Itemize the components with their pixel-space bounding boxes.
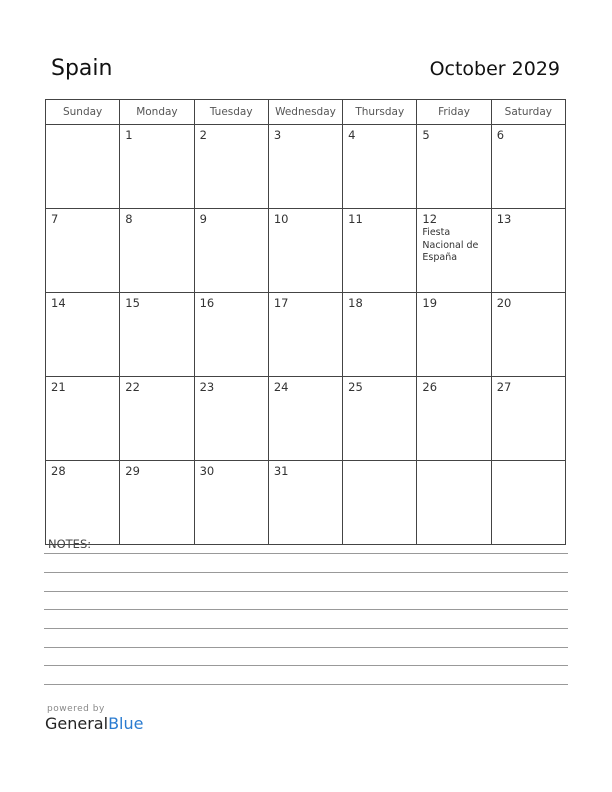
day-number: 26 [422,380,438,394]
calendar-grid [45,99,566,545]
day-number: 29 [125,464,140,478]
week-row [46,293,566,377]
notes-line [44,684,568,685]
notes-label: NOTES: [48,537,92,551]
brand-logo [45,704,143,733]
week-row [46,461,566,545]
day-number: 6 [496,128,505,142]
day-number: 1 [125,128,133,142]
day-cell [268,125,342,209]
day-number: 4 [348,128,356,142]
day-cell [268,209,342,293]
day-number: 18 [348,296,363,310]
day-number: 7 [51,212,59,226]
notes-line [44,572,568,573]
holiday-label: Fiesta Nacional de España [422,227,479,263]
day-cell [268,461,342,545]
day-number: 11 [348,212,363,226]
month-year-title: October 2029 [429,58,560,80]
weekday-header: Wednesday [268,100,342,125]
day-cell [343,293,417,377]
day-cell [120,377,194,461]
day-cell [491,461,565,545]
day-cell [491,125,565,209]
day-cell [46,125,120,209]
day-number: 14 [51,296,66,310]
day-cell [343,209,417,293]
day-number: 19 [422,296,438,310]
day-cell [120,293,194,377]
notes-line [44,647,568,648]
week-row [46,125,566,209]
week-row [46,209,566,293]
day-cell [194,209,268,293]
weekday-header: Tuesday [194,100,268,125]
brand-name [45,715,143,733]
notes-line [44,628,568,629]
day-cell [194,125,268,209]
brand-name-part1: General [45,714,109,733]
brand-name-part2: Blue [108,714,144,733]
day-cell [417,293,491,377]
day-cell [491,293,565,377]
day-cell [417,125,491,209]
day-cell [46,377,120,461]
day-cell [194,293,268,377]
day-cell [120,461,194,545]
day-number: 21 [51,380,66,394]
day-cell [46,461,120,545]
day-cell [46,293,120,377]
day-cell [268,377,342,461]
day-cell [343,461,417,545]
day-number: 17 [273,296,289,310]
day-cell [417,209,491,293]
weekday-header: Sunday [46,100,120,125]
powered-by-text: powered by [47,704,105,714]
day-cell [268,293,342,377]
weekday-header: Saturday [491,100,565,125]
weekday-header: Friday [417,100,491,125]
day-number: 28 [51,464,66,478]
day-number: 8 [125,212,133,226]
day-number: 22 [125,380,140,394]
notes-line [44,609,568,610]
day-cell [120,209,194,293]
day-cell [417,461,491,545]
notes-line [44,591,568,592]
day-number: 25 [348,380,363,394]
day-number: 2 [199,128,207,142]
day-number: 9 [199,212,207,226]
day-number: 16 [199,296,215,310]
day-number: 3 [273,128,282,142]
day-number: 12 [422,212,438,226]
day-number: 20 [496,296,512,310]
day-cell [491,209,565,293]
day-cell [417,377,491,461]
day-number: 31 [273,464,289,478]
day-cell [343,125,417,209]
week-row [46,377,566,461]
day-cell [194,461,268,545]
day-number: 27 [496,380,512,394]
day-number: 30 [199,464,215,478]
weekday-header: Thursday [343,100,417,125]
day-number: 23 [199,380,215,394]
day-cell [491,377,565,461]
day-cell [343,377,417,461]
day-cell [194,377,268,461]
day-cell [46,209,120,293]
day-number: 10 [273,212,289,226]
day-number: 15 [125,296,140,310]
country-title: Spain [51,56,113,81]
notes-line [44,553,568,554]
day-number: 13 [496,212,512,226]
weekday-header: Monday [120,100,194,125]
day-number: 24 [273,380,289,394]
weekday-header-row [46,100,566,125]
day-number: 5 [422,128,430,142]
notes-line [44,665,568,666]
day-cell [120,125,194,209]
